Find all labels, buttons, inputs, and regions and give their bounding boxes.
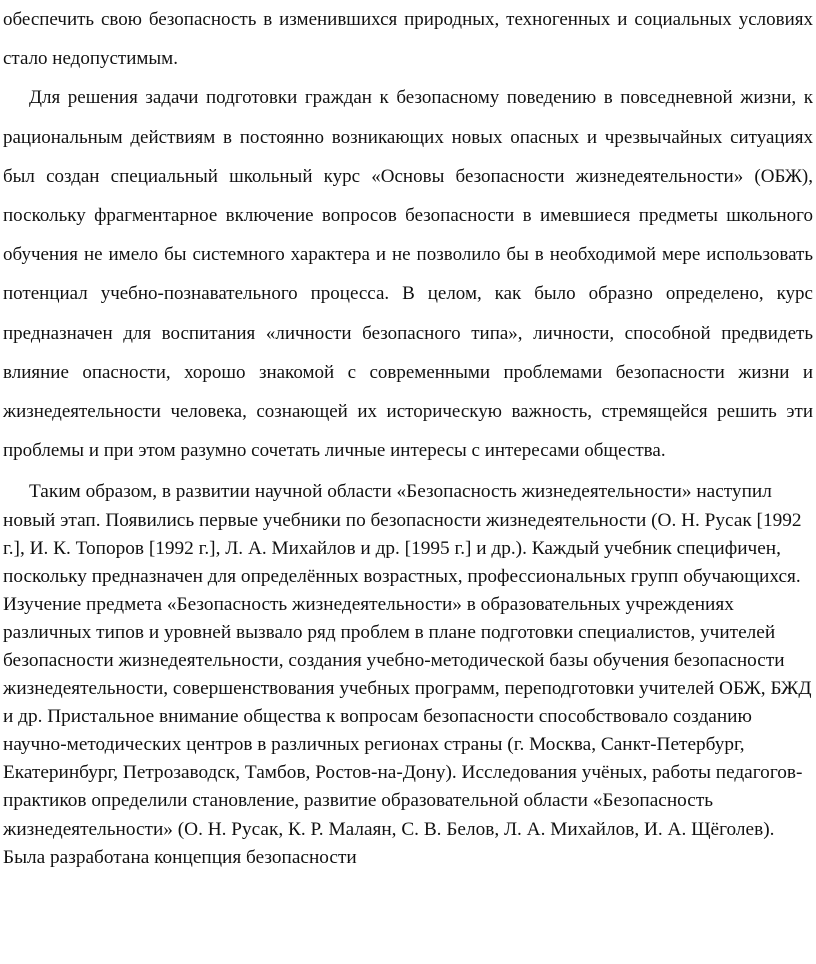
course-paragraph: Для решения задачи подготовки граждан к безопасному поведению в повседневной жизни, к рациональным действиям в постоянно возникающих новых опасных и чрезвычайных ситуациях был создан специальный школьный курс «Основы безопасности жизнедеятельности» (ОБЖ), поскольку фрагментарное включение вопросов безопасности в имевшиеся предметы школьного обучения не имело бы системного характера и не позволило бы в необходимой мере использовать потенциал учебно-познавательного процесса. В целом, как было образно определено, курс предназначен для воспитания «личности безопасного типа», личности, способной предвидеть влияние опасности, хорошо знакомой с современными проблемами безопасности жизни и жизнедеятельности человека, сознающей их историческую важность, стремящейся решить эти проблемы и при этом разумно сочетать личные интересы с интересами общества. [3, 87, 813, 462]
continued-paragraph: обеспечить свою безопасность в изменившихся природных, техногенных и социальных условиях стало недопустимым. [3, 9, 813, 70]
document-page [3, 0, 813, 872]
textbooks-paragraph: Таким образом, в развитии научной области «Безопасность жизнедеятельности» наступил новый этап. Появились первые учебники по безопасности жизнедеятельности (О. Н. Русак [1992 г.], И. К. Топоров [1992 г.], Л. А. Михайлов и др. [1995 г.] и др.). Каждый учебник специфичен, поскольку предназначен для определённых возрастных, профессиональных групп обучающихся. Изучение предмета «Безопасность жизнедеятельности» в образовательных учреждениях различных типов и уровней вызвало ряд проблем в плане подготовки специалистов, учителей безопасности жизнедеятельности, создания учебно-методической базы обучения безопасности жизнедеятельности, совершенствования учебных программ, переподготовки учителей ОБЖ, БЖД и др. Пристальное внимание общества к вопросам безопасности способствовало созданию научно-методических центров в различных регионах страны (г. Москва, Санкт-Петербург, Екатеринбург, Петрозаводск, Тамбов, Ростов-на-Дону). Исследования учёных, работы педагогов-практиков определили становление, развитие образовательной области «Безопасность жизнедеятельности» (О. Н. Русак, К. Р. Малаян, С. В. Белов, Л. А. Михайлов, И. А. Щёголев). Была разработана концепция безопасности [3, 481, 812, 868]
double-spaced-section [3, 0, 813, 470]
